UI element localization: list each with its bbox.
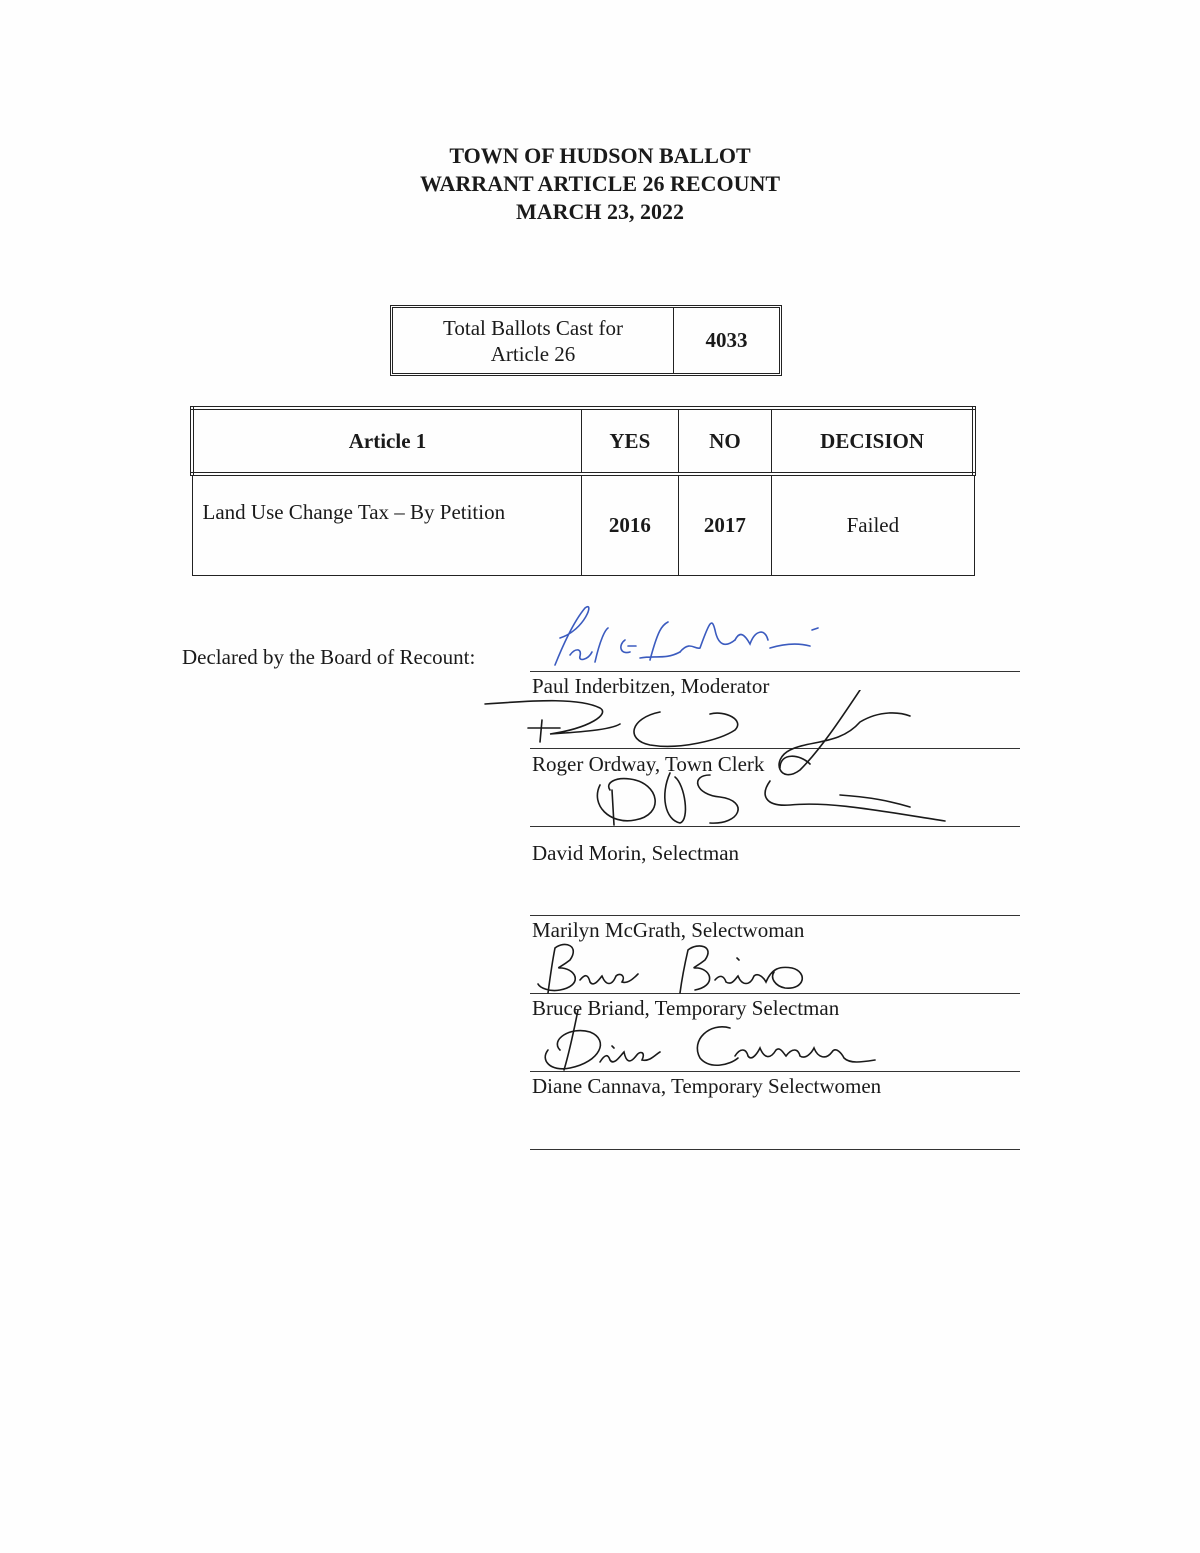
heading-article: WARRANT ARTICLE 26 RECOUNT bbox=[419, 171, 781, 196]
header-decision: DECISION bbox=[772, 408, 974, 474]
signature-line-blank bbox=[530, 1149, 1020, 1150]
signature-line-selectman bbox=[530, 826, 1020, 827]
signer-name-moderator: Paul Inderbitzen, Moderator bbox=[532, 674, 770, 698]
signer-name-temp-selectman: Bruce Briand, Temporary Selectman bbox=[532, 996, 840, 1020]
no-count-cell: 2017 bbox=[678, 474, 772, 576]
results-table bbox=[190, 406, 976, 576]
decision-cell: Failed bbox=[772, 474, 974, 576]
signer-name-selectman: David Morin, Selectman bbox=[532, 841, 740, 865]
header-article: Article 1 bbox=[192, 408, 582, 474]
total-ballots-label: Total Ballots Cast for Article 26 bbox=[393, 308, 674, 373]
signer-name-town-clerk: Roger Ordway, Town Clerk bbox=[532, 752, 765, 776]
header-yes: YES bbox=[582, 408, 679, 474]
declaration-label: Declared by the Board of Recount: bbox=[182, 645, 476, 669]
article-name-cell: Land Use Change Tax – By Petition bbox=[192, 474, 582, 576]
signature-line-selectwoman bbox=[530, 915, 1020, 916]
results-header-row bbox=[192, 408, 974, 474]
heading-town: TOWN OF HUDSON BALLOT bbox=[449, 143, 751, 168]
total-ballots-box bbox=[390, 305, 782, 376]
document-heading bbox=[0, 142, 1200, 226]
signature-line-temp-selectman bbox=[530, 993, 1020, 994]
table-row bbox=[192, 474, 974, 576]
signer-name-selectwoman: Marilyn McGrath, Selectwoman bbox=[532, 918, 805, 942]
signer-name-temp-selectwoman: Diane Cannava, Temporary Selectwomen bbox=[532, 1074, 882, 1098]
signature-bruce-briand bbox=[530, 938, 820, 1000]
yes-count-cell: 2016 bbox=[582, 474, 679, 576]
signature-line-town-clerk bbox=[530, 748, 1020, 749]
total-ballots-value: 4033 bbox=[705, 328, 748, 352]
signature-paul-inderbitzen bbox=[540, 600, 840, 675]
signature-line-moderator bbox=[530, 671, 1020, 672]
header-no: NO bbox=[678, 408, 772, 474]
signature-line-temp-selectwoman bbox=[530, 1071, 1020, 1072]
heading-date: MARCH 23, 2022 bbox=[515, 199, 685, 224]
